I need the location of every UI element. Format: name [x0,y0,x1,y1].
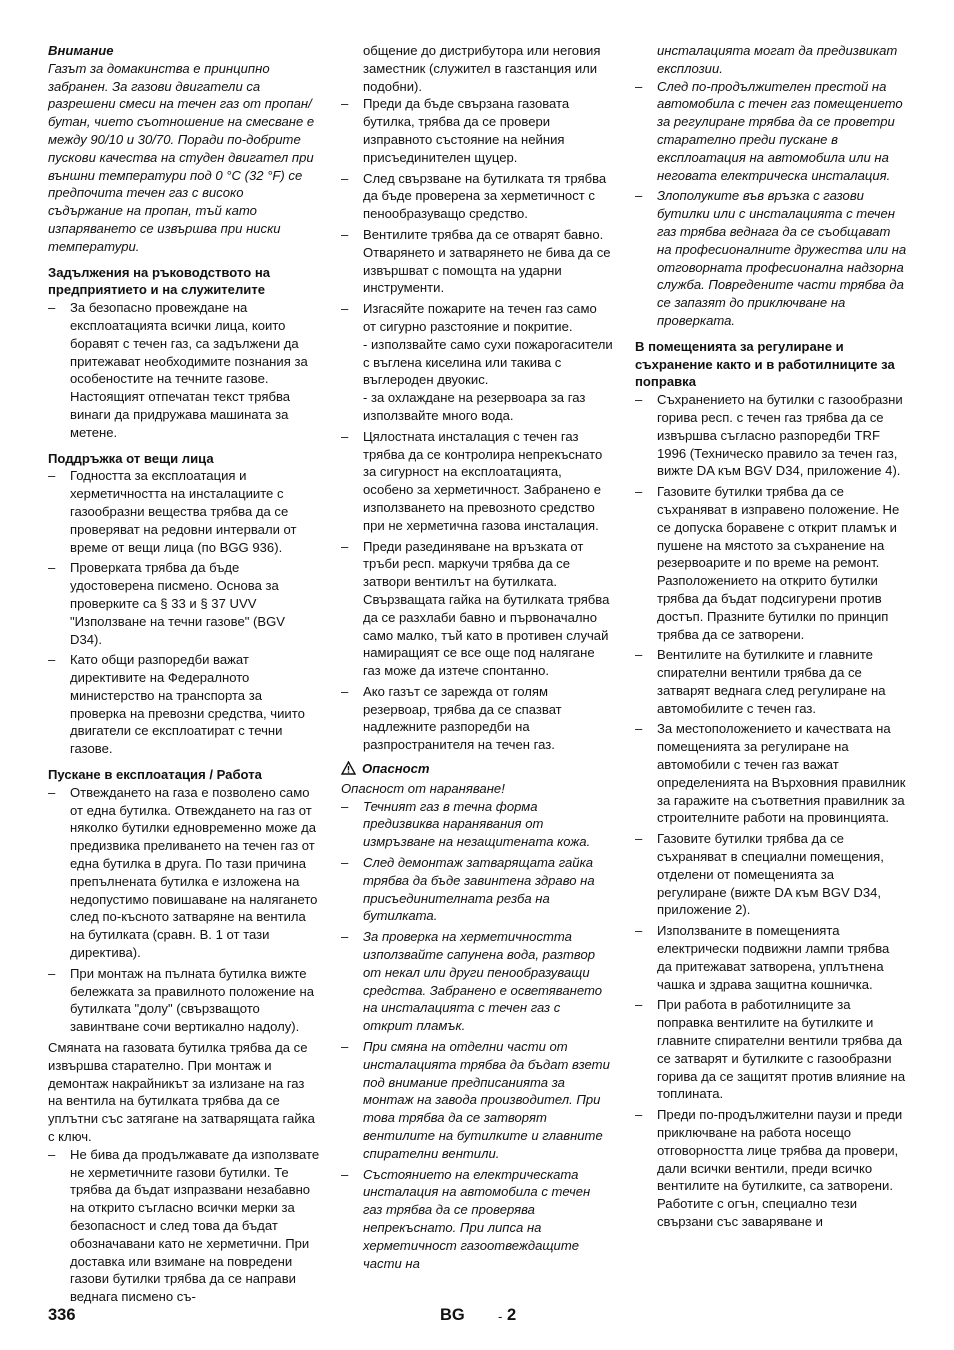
sub-page-number: 2 [507,1306,517,1324]
list-item: – Вентилите на бутилките и главните спирателни вентили трябва да се затварят веднага след регулиране на автомобилите с течен газ. [635,647,886,716]
continued-text: инсталацията могат да предизвикат експлозии. [657,43,898,76]
warning-text: Газът за домакинства е принципно забранен. За газови двигатели са разрешени смеси на течен газ от пропан/бутан, чието съотношение на смесване е между 90/10 и 30/70. Поради по-добрите пускови качества на студен двигател при външни температури под 0 °C (32 °F) се предпочита течен газ с високо съдържание на пропан, тъй като изпаряването се извършва при ниски температури. [48,60,315,254]
sub-note: - използвайте само сухи пожарогасители с въглена киселина или такива с въглероден двуокис. [363,336,613,388]
sub-note: - за охлаждане на резервоара за газ използвайте много вода. [363,390,586,423]
list-item: – Газовите бутилки трябва да се съхраняват в специални помещения, отделени от помещенията за регулиране (вижте DA към BGV D34, приложение 2). [635,831,884,918]
danger-subtitle: Опасност от нараняване! [341,780,505,796]
list-item: – Преди по-продължителни паузи и преди приключване на работа носещо отговорността лице трябва да провери, дали всички вентили, преди всичко вентилите на бутилките, са затворени. Работите с огън, специално тези свързани със заваряване и [635,1107,903,1229]
list-item: – Изгасяйте пожарите на течен газ само от сигурно разстояние и покритие. [341,301,597,334]
list-item: – Проверката трябва да бъде удостоверена писмено. Основа за проверките са § 33 и § 37 UVV "Използване на течни газове" (BGV D34). [48,560,286,647]
section-heading: Задължения на ръководството на предприятието и на служителите [48,264,271,298]
list-item: – Ако газът се зарежда от голям резервоар, трябва да се спазват надлежните разпоредби на разпространителя на течен газ. [341,683,562,753]
section-heading: В помещенията за регулиране и съхранение както и в работилниците за поправка [635,338,895,390]
warning-title: Внимание [48,43,114,58]
list-item: – При смяна на отделни части от инсталацията трябва да бъдат взети под внимание предписанията за монтаж на завода производител. При това трябва да се затворят вентилите на бутилките и главните спирателни вентили. [341,1039,610,1161]
list-item: – При монтаж на пълната бутилка вижте бележката за правилното положение на бутилката "долу" (свързващото завинтване сочи вертикално надолу). [48,965,315,1035]
page-separator: - [498,1309,503,1324]
list-item: – Годността за експлоатация и херметичността на инсталациите с газообразни вещества трябва да се проверяват на редовни интервали от време от вещи лица (по BGG 936). [48,468,297,555]
warning-triangle-icon [341,761,356,780]
list-item: – След свързване на бутилката тя трябва да бъде проверена за херметичност с пенообразуващо средство. [341,170,607,222]
list-item: – Преди да бъде свързана газовата бутилка, трябва да се провери изправното състояние на нейния присъединителен щуцер. [341,96,570,165]
list-item: – Цялостната инсталация с течен газ трябва да се контролира непрекъснато за сигурност на експлоатацията, особено за херметичност. Забранено е използването на превозното средство при не херметична газова инсталация. [341,428,603,533]
list-item: – Отвеждането на газа е позволено само от една бутилка. Отвеждането на газ от няколко бутилки едновременно може да предизвика преливането на течен газ от една бутилка в друга. По тази причина препълнената бутилка е изложена на недопустимо повишаване на налягането след по-късното затваряне на вентила на бутилката (сравн. В. 1 от тази директива). [48,784,318,961]
list-item: – Не бива да продължавате да използвате не херметичните газови бутилки. Те трябва да бъдат изпразвани незабавно на открито съгласно всички мерки за безопасност и след това да бъдат обозначавани като не херметични. При доставка или взимане на повредени газови бутилки трябва да се направи веднага писмено съ- [48,1146,320,1305]
column-1 [48,42,320,1309]
list-item: – Газовите бутилки трябва да се съхраняват в изправено положение. Не се допуска боравене с открит пламък и пушене на мястото за съхранение на резервоарите и по време на ремонт. Разположението на откритo бутилки трябва да бъдат подсигурени против достъп. Празните бутилки по принцип трябва да се затворени. [635,484,900,642]
list-item: – Преди разединяване на връзката от тръби респ. маркучи трябва да се затвори вентилът на бутилката. Свързващата гайка на бутилката трябва да се разхлаби бавно и първоначално само малко, тъй като в противен случай намиращият се все още под налягане газ може да изтече спонтанно. [341,538,610,679]
list-item: – За местоположението и качествата на помещенията за регулиране на автомобили с течен газ важат определенията на Върховния правилник за гаражите на съответния правилник за строителните работи на провинцията. [635,721,906,826]
section-heading: Поддръжка от вещи лица [48,450,214,466]
column-3 [635,42,907,1234]
page-number: 336 [48,1306,76,1324]
list-item: – За проверка на херметичността използвайте сапунена вода, разтвор от некал или други пенообразуващи средства. Забранено е осветяването на инсталацията с течен газ с открит пламък. [341,929,603,1034]
language-code: BG [440,1306,465,1324]
list-item: – При работа в работилниците за поправка вентилите на бутилките и главните спирателни вентили трябва да се затварят и бутилките с газообразни горива да се защитят против влияние на топлината. [635,997,906,1102]
list-item: – Използваните в помещенията електрически подвижни лампи трябва да притежават затворена, уплътнена чашка и здрава защитна кошничка. [635,923,890,992]
continued-text: общение до дистрибутора или неговия заместник (служител в газстанция или подобни). [363,43,601,94]
paragraph: Смяната на газовата бутилка трябва да се извършва старателно. При монтаж и демонтаж накрайникът за излизане на газ на вентила на бутилката трябва да се уплътни със затягане на затварящата гайка с ключ. [48,1040,315,1145]
column-2 [341,42,613,1275]
section-heading: Пускане в експлоатация / Работа [48,767,262,783]
list-item: – Състоянието на електрическата инсталация на автомобила с течен газ трябва да се проверява непрекъснато. При липса на херметичност газоотвеждащите части на [341,1166,591,1271]
list-item: – За безопасно провеждане на експлоатацията всички лица, които боравят с течен газ, са задължени да притежават необходимите познания за особеностите на течните газове. Настоящият отпечатан текст трябва винаги да придружава машината за метене. [48,300,308,440]
list-item: – Течният газ в течна форма предизвиква наранявания от измръзване на незащитената кожа. [341,798,591,850]
list-item: – След по-продължителен престой на автомобила с течен газ помещението за регулиране трябва да се проветри старателно преди пускане в експлоатация на автомобила или на неговата електрическа инсталация. [635,78,903,183]
list-item: – Като общи разпоредби важат директивите на Федералното министерство на транспорта за проверка на превозни средства, чиито двигатели се експлоатират с течни газове. [48,652,305,757]
list-item: – Съхранението на бутилки с газообразни горива респ. с течен газ трябва да се извършва съгласно разпоредби TRF 1996 (Техническо правило за течен газ, вижте DA към BGV D34, приложение 4). [635,392,903,479]
danger-heading: Опасност [341,760,613,780]
list-item: – След демонтаж затварящата гайка трябва да бъде завинтена здраво на присъединителната резба на бутилката. [341,855,595,924]
list-item: – Вентилите трябва да се отварят бавно. Отварянето и затварянето не бива да се извършват с помощта на ударни инструменти. [341,226,611,296]
list-item: – Злополуките във връзка с газови бутилки или с инсталацията с течен газ трябва веднага да се съобщават на професионалните дружества или на отговорната професионална надзорна служба. Повредените части трябва да се запазят до приключване на проверката. [635,188,907,328]
